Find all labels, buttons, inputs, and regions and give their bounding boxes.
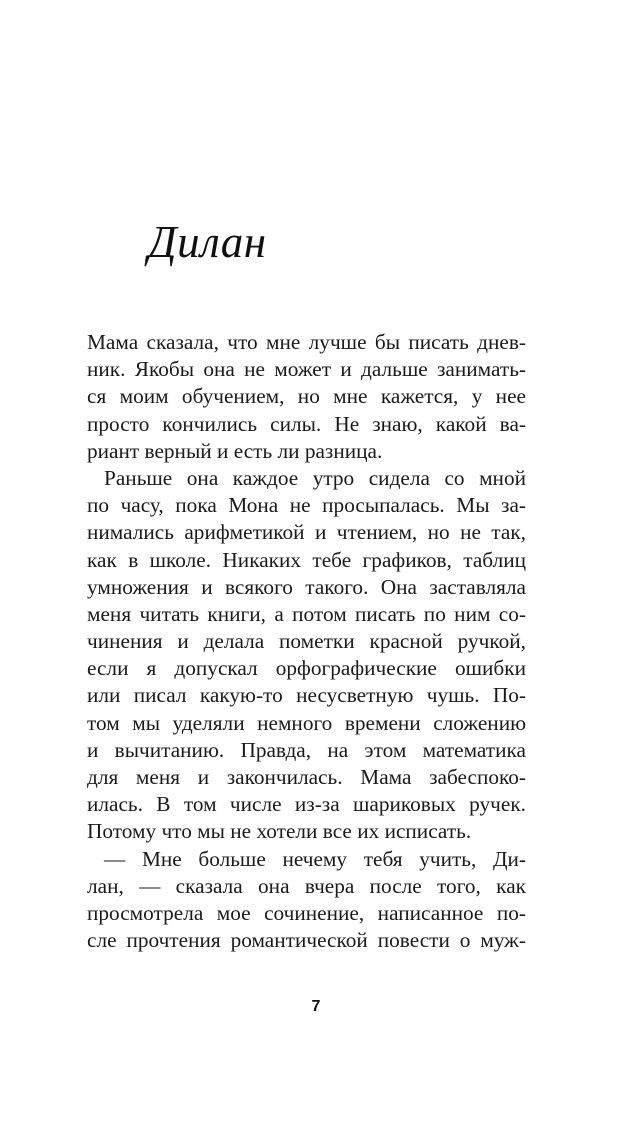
text-line: чинения и делала пометки красной ручкой, [87,629,526,654]
text-line: — Мне больше нечему тебя учить, Ди- [104,846,526,871]
text-line: просто кончились силы. Не знаю, какой ва- [87,411,526,436]
text-line: или писал какую-то несусветную чушь. По- [87,683,526,708]
text-line: лан, — сказала она вчера после того, как [87,873,526,898]
text-line: Потому что мы не хотели все их исписать. [87,819,472,844]
text-line: ник. Якобы она не может и дальше занимать- [87,357,526,382]
text-line: и вычитанию. Правда, на этом математика [87,737,526,762]
chapter-title: Дилан [148,217,267,267]
text-line: если я допускал орфографические ошибки [87,656,526,681]
text-line: Раньше она каждое утро сидела со мной [104,465,526,490]
text-line: как в школе. Никаких тебе графиков, таблиц [87,547,526,572]
text-line: том мы уделяли немного времени сложению [87,710,526,735]
text-line: для меня и закончилась. Мама забеспоко- [87,765,526,789]
text-line: ся моим обучением, но мне кажется, у нее [87,384,526,409]
text-line: умножения и всякого такого. Она заставляла [87,574,526,599]
text-line: сле прочтения романтической повести о муж- [87,928,526,953]
body-text [87,329,526,954]
text-line: просмотрела мое сочинение, написанное по- [87,900,526,925]
text-line: меня читать книги, а потом писать по ним со- [87,601,526,626]
page-number: 7 [311,998,321,1015]
text-line: Мама сказала, что мне лучше бы писать днев- [87,330,526,354]
text-line: по часу, пока Мона не просыпалась. Мы за- [87,493,526,518]
text-line: илась. В том числе из-за шариковых ручек. [87,792,526,817]
text-line: риант верный и есть ли разница. [87,438,383,463]
text-line: нимались арифметикой и чтением, но не так, [87,520,526,545]
